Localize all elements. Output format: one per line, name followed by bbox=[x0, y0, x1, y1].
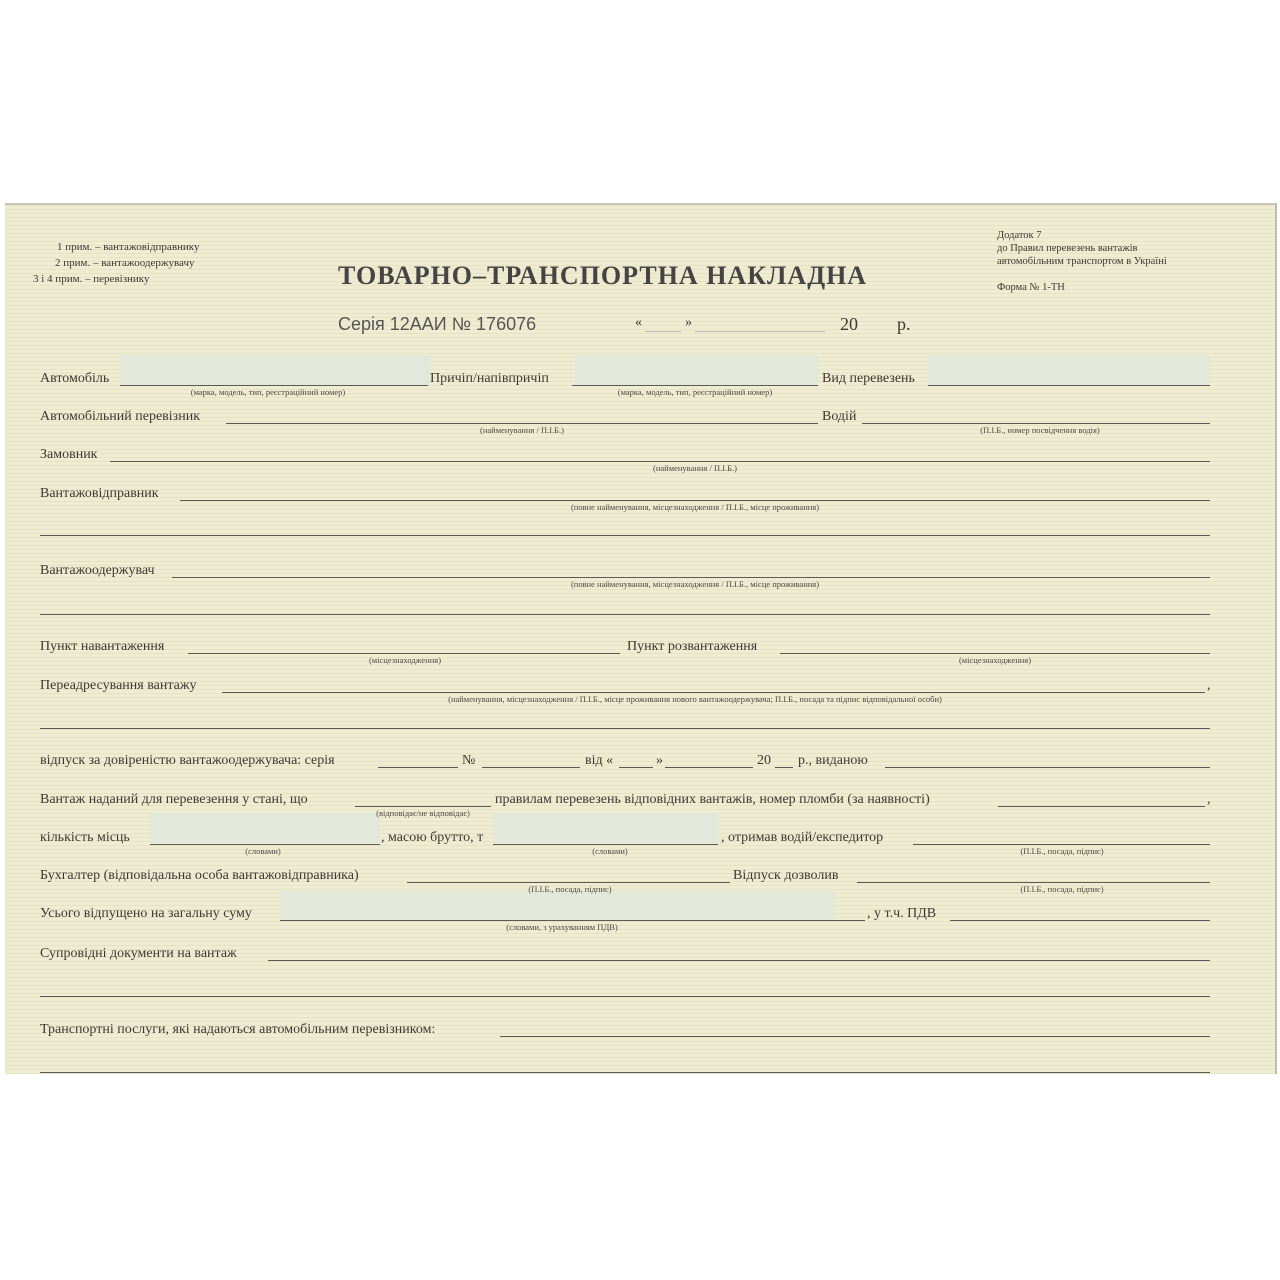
received-hint: (П.І.Б., посада, підпис) bbox=[1020, 846, 1104, 856]
car-label: Автомобіль bbox=[40, 371, 110, 386]
released-label: Відпуск дозволив bbox=[733, 868, 839, 883]
rules-label: правилам перевезень відповідних вантажів, номер пломби (за наявності) bbox=[495, 792, 930, 807]
consignee-field-2[interactable] bbox=[40, 614, 1210, 615]
places-hint: (словами) bbox=[245, 846, 281, 856]
loading-hint: (місцезнаходження) bbox=[368, 655, 442, 665]
loading-label: Пункт навантаження bbox=[40, 639, 165, 654]
trailer-hint: (марка, модель, тип, реєстраційний номер) bbox=[617, 387, 773, 397]
proxy-close-quote: » bbox=[656, 753, 663, 768]
driver-hint: (П.І.Б., номер посвідчення водія) bbox=[980, 425, 1100, 435]
document-title: ТОВАРНО–ТРАНСПОРТНА НАКЛАДНА bbox=[338, 261, 868, 290]
proxy-from-label: від « bbox=[585, 753, 614, 768]
car-field[interactable] bbox=[120, 385, 428, 386]
readdress-field-2[interactable] bbox=[40, 728, 1210, 729]
vat-label: , у т.ч. ПДВ bbox=[867, 906, 937, 921]
documents-label: Супровідні документи на вантаж bbox=[40, 946, 237, 961]
appendix-line-1: Додаток 7 bbox=[997, 230, 1042, 241]
proxy-label: відпуск за довіреністю вантажоодержувача: серія bbox=[40, 753, 335, 768]
proxy-month-field[interactable] bbox=[665, 767, 753, 768]
appendix-line-3: автомобільним транспортом в Україні bbox=[997, 256, 1167, 267]
appendix-line-2: до Правил перевезень вантажів bbox=[997, 243, 1138, 254]
accountant-field[interactable] bbox=[407, 882, 730, 883]
transport-type-highlight bbox=[928, 355, 1210, 385]
places-highlight bbox=[150, 813, 380, 843]
shipper-hint: (повне найменування, місцезнаходження / П.І.Б., місце проживання) bbox=[570, 502, 820, 512]
trailer-highlight bbox=[575, 355, 818, 385]
waybill-form bbox=[5, 203, 1277, 1074]
total-label: Усього відпущено на загальну суму bbox=[40, 906, 252, 921]
accountant-label: Бухгалтер (відповідальна особа вантажовідправника) bbox=[40, 868, 359, 883]
received-field[interactable] bbox=[913, 844, 1210, 845]
car-highlight bbox=[120, 355, 430, 385]
carrier-hint: (найменування / П.І.Б.) bbox=[480, 425, 564, 435]
customer-hint: (найменування / П.І.Б.) bbox=[653, 463, 737, 473]
received-label: , отримав водій/експедитор bbox=[721, 830, 884, 845]
transport-type-field[interactable] bbox=[928, 385, 1210, 386]
proxy-number-field[interactable] bbox=[482, 767, 580, 768]
total-hint: (словами, з урахуванням ПДВ) bbox=[506, 922, 618, 932]
total-highlight bbox=[280, 891, 835, 921]
condition-hint: (відповідає/не відповідає) bbox=[376, 808, 470, 818]
readdress-comma: , bbox=[1207, 678, 1211, 693]
gross-field[interactable] bbox=[493, 844, 718, 845]
readdress-label: Переадресування вантажу bbox=[40, 678, 197, 693]
car-hint: (марка, модель, тип, реєстраційний номер) bbox=[190, 387, 346, 397]
copy-note-1: 1 прим. – вантажовідправнику bbox=[57, 241, 200, 253]
proxy-issued-field[interactable] bbox=[885, 767, 1210, 768]
condition-field[interactable] bbox=[355, 806, 491, 807]
unloading-label: Пункт розвантаження bbox=[627, 639, 758, 654]
vat-field[interactable] bbox=[950, 920, 1210, 921]
trailer-field[interactable] bbox=[572, 385, 818, 386]
services-field-2[interactable] bbox=[40, 1072, 1210, 1073]
documents-field-2[interactable] bbox=[40, 996, 1210, 997]
carrier-label: Автомобільний перевізник bbox=[40, 409, 200, 424]
released-hint: (П.І.Б., посада, підпис) bbox=[1020, 884, 1104, 894]
proxy-series-field[interactable] bbox=[378, 767, 458, 768]
shipper-label: Вантажовідправник bbox=[40, 486, 159, 501]
services-label: Транспортні послуги, які надаються автомобільним перевізником: bbox=[40, 1022, 436, 1037]
date-suffix: р. bbox=[897, 314, 911, 334]
date-month-field[interactable] bbox=[695, 331, 825, 332]
condition-label: Вантаж наданий для перевезення у стані, що bbox=[40, 792, 308, 807]
consignee-field[interactable] bbox=[172, 577, 1210, 578]
condition-comma: , bbox=[1207, 792, 1211, 807]
form-number: Форма № 1-ТН bbox=[997, 282, 1065, 293]
series-number: Серія 12ААИ № 176076 bbox=[338, 314, 537, 334]
customer-field[interactable] bbox=[110, 461, 1210, 462]
places-field[interactable] bbox=[150, 844, 380, 845]
proxy-issued-label: р., виданою bbox=[798, 753, 868, 768]
unloading-hint: (місцезнаходження) bbox=[958, 655, 1032, 665]
gross-label: , масою брутто, т bbox=[381, 830, 484, 845]
customer-label: Замовник bbox=[40, 447, 98, 462]
released-field[interactable] bbox=[857, 882, 1210, 883]
shipper-field[interactable] bbox=[180, 500, 1210, 501]
seal-number-field[interactable] bbox=[998, 806, 1205, 807]
readdress-hint: (найменування, місцезнаходження / П.І.Б., місце проживання нового вантажоодержувача; П.І.Б., посада та підпис відповідальної особи) bbox=[448, 694, 942, 704]
proxy-year-field[interactable] bbox=[775, 767, 793, 768]
total-field[interactable] bbox=[280, 920, 865, 921]
loading-field[interactable] bbox=[188, 653, 620, 654]
carrier-field[interactable] bbox=[226, 423, 818, 424]
proxy-number-label: № bbox=[462, 753, 476, 768]
date-day-field[interactable] bbox=[645, 331, 681, 332]
date-open-quote: « bbox=[635, 315, 642, 330]
gross-hint: (словами) bbox=[592, 846, 628, 856]
services-field[interactable] bbox=[500, 1036, 1210, 1037]
copy-note-2: 2 прим. – вантажоодержувачу bbox=[55, 257, 195, 269]
gross-highlight bbox=[493, 813, 718, 843]
copy-note-3: 3 і 4 прим. – перевізнику bbox=[33, 273, 150, 285]
trailer-label: Причіп/напівпричіп bbox=[430, 371, 549, 386]
documents-field[interactable] bbox=[268, 960, 1210, 961]
date-year: 20 bbox=[840, 314, 858, 334]
consignee-label: Вантажоодержувач bbox=[40, 563, 155, 578]
date-close-quote: » bbox=[685, 315, 692, 330]
consignee-hint: (повне найменування, місцезнаходження / П.І.Б., місце проживання) bbox=[570, 579, 820, 589]
transport-type-label: Вид перевезень bbox=[822, 371, 915, 386]
driver-field[interactable] bbox=[862, 423, 1210, 424]
driver-label: Водій bbox=[822, 409, 857, 424]
unloading-field[interactable] bbox=[780, 653, 1210, 654]
proxy-day-field[interactable] bbox=[619, 767, 653, 768]
shipper-field-2[interactable] bbox=[40, 535, 1210, 536]
proxy-year-label: 20 bbox=[757, 753, 771, 768]
accountant-hint: (П.І.Б., посада, підпис) bbox=[528, 884, 612, 894]
places-label: кількість місць bbox=[40, 830, 130, 845]
readdress-field[interactable] bbox=[222, 692, 1205, 693]
